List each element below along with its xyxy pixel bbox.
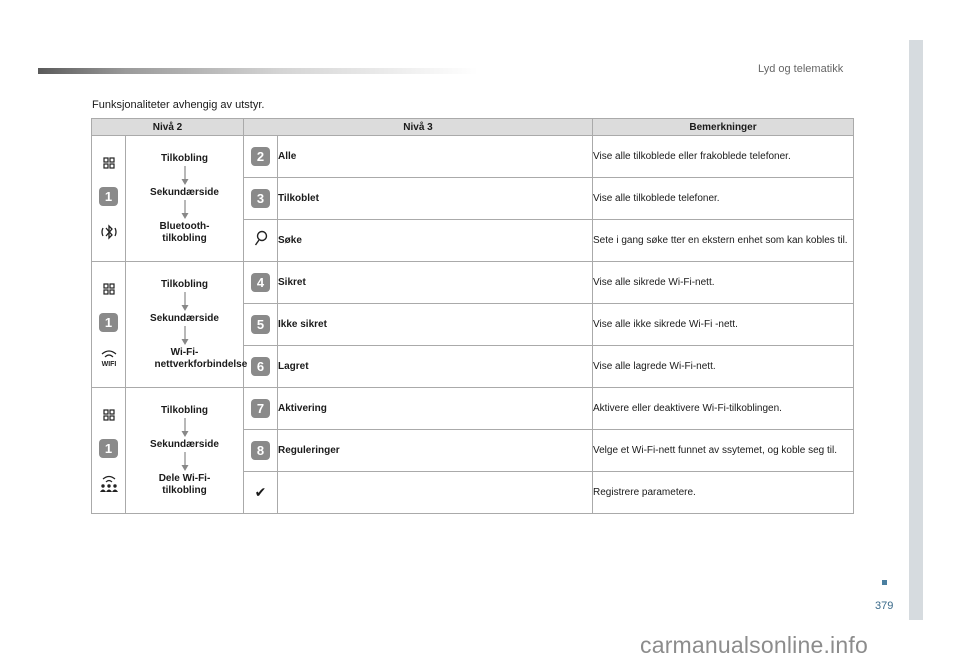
level3-label: Alle <box>278 136 593 178</box>
header-gradient-bar <box>38 68 478 74</box>
path-step-2: Sekundærside <box>150 438 219 450</box>
path-step-1: Tilkobling <box>160 404 209 416</box>
footer-watermark: carmanualsonline.info <box>640 632 868 658</box>
level3-marker <box>244 346 278 388</box>
remark: Vise alle sikrede Wi-Fi-nett. <box>593 262 854 304</box>
page-marker <box>882 580 887 585</box>
level3-label: Ikke sikret <box>278 304 593 346</box>
remark: Vise alle tilkoblede eller frakoblede telefoner. <box>593 136 854 178</box>
number-badge: 4 <box>251 273 270 292</box>
table-row <box>92 262 854 304</box>
menu-path <box>126 388 244 514</box>
group-icons <box>92 136 126 262</box>
wifi-icon <box>98 348 120 368</box>
remark: Vise alle lagrede Wi-Fi-nett. <box>593 346 854 388</box>
remark: Vise alle ikke sikrede Wi-Fi -nett. <box>593 304 854 346</box>
number-badge: 2 <box>251 147 270 166</box>
level3-label: Lagret <box>278 346 593 388</box>
intro-text: Funksjonaliteter avhengig av utstyr. <box>92 99 265 111</box>
grid-icon <box>101 281 117 297</box>
path-step-3: Wi-Fi-nettverkforbindelse <box>154 346 248 370</box>
path-step-1: Tilkobling <box>160 152 209 164</box>
level3-marker <box>244 178 278 220</box>
arrow-down-icon <box>181 418 189 438</box>
menu-path <box>126 136 244 262</box>
remark: Velge et Wi-Fi-nett funnet av ssytemet, og koble seg til. <box>593 430 854 472</box>
level3-label <box>278 472 593 514</box>
number-badge: 8 <box>251 441 270 460</box>
remark: Vise alle tilkoblede telefoner. <box>593 178 854 220</box>
arrow-down-icon <box>181 292 189 312</box>
group-icons <box>92 388 126 514</box>
step-badge: 1 <box>99 187 118 206</box>
level3-marker <box>244 472 278 514</box>
remark: Sete i gang søke tter en ekstern enhet som kan kobles til. <box>593 220 854 262</box>
level3-label: Aktivering <box>278 388 593 430</box>
page-edge-band <box>909 40 923 620</box>
search-icon <box>253 230 269 248</box>
settings-table <box>91 118 854 514</box>
level3-marker <box>244 304 278 346</box>
number-badge: 7 <box>251 399 270 418</box>
table-header-row <box>92 119 854 136</box>
table-row <box>92 136 854 178</box>
menu-path <box>126 262 248 388</box>
number-badge: 6 <box>251 357 270 376</box>
level3-label: Reguleringer <box>278 430 593 472</box>
step-badge: 1 <box>99 439 118 458</box>
level3-marker <box>244 430 278 472</box>
grid-icon <box>101 155 117 171</box>
level3-label: Tilkoblet <box>278 178 593 220</box>
level3-marker <box>244 262 278 304</box>
page-number: 379 <box>875 600 894 612</box>
remark: Registrere parametere. <box>593 472 854 514</box>
number-badge: 5 <box>251 315 270 334</box>
check-icon: ✔ <box>254 484 267 500</box>
number-badge: 3 <box>251 189 270 208</box>
arrow-down-icon <box>181 200 189 220</box>
level3-label: Søke <box>278 220 593 262</box>
path-step-2: Sekundærside <box>150 186 219 198</box>
section-title: Lyd og telematikk <box>758 63 844 75</box>
level3-marker <box>244 388 278 430</box>
path-step-3: Dele Wi-Fi-tilkobling <box>158 472 211 496</box>
level3-marker <box>244 220 278 262</box>
header-remarks: Bemerkninger <box>593 119 854 136</box>
path-step-1: Tilkobling <box>160 278 209 290</box>
level3-label: Sikret <box>278 262 593 304</box>
svg-text:WIFI: WIFI <box>101 361 116 368</box>
path-step-2: Sekundærside <box>150 312 219 324</box>
level3-marker <box>244 136 278 178</box>
path-step-3: Bluetooth-tilkobling <box>159 220 210 244</box>
table-row <box>92 388 854 430</box>
header-level2: Nivå 2 <box>92 119 244 136</box>
bluetooth-icon <box>99 222 119 242</box>
remark: Aktivere eller deaktivere Wi-Fi-tilkoblingen. <box>593 388 854 430</box>
arrow-down-icon <box>181 326 189 346</box>
grid-icon <box>101 407 117 423</box>
arrow-down-icon <box>181 166 189 186</box>
share-wifi-icon <box>98 474 120 494</box>
step-badge: 1 <box>99 313 118 332</box>
header-level3: Nivå 3 <box>244 119 593 136</box>
group-icons <box>92 262 126 388</box>
arrow-down-icon <box>181 452 189 472</box>
